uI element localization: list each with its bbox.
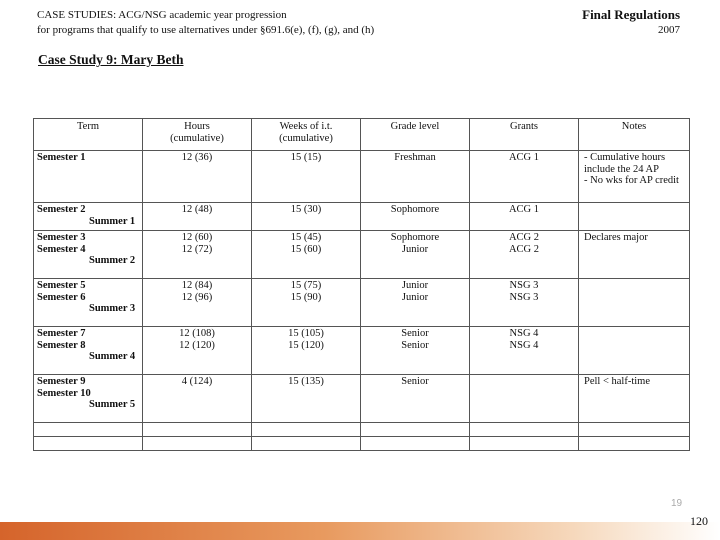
empty-cell bbox=[470, 423, 579, 437]
grade-cell-line: Junior bbox=[401, 280, 429, 291]
term-cell bbox=[34, 375, 143, 423]
semester-label: Semester 1 bbox=[37, 152, 86, 163]
grade-cell-line: Freshman bbox=[394, 152, 436, 163]
summer-label: Summer 3 bbox=[89, 303, 136, 314]
summer-label: Summer 5 bbox=[89, 399, 136, 410]
header-title: Final Regulations bbox=[582, 7, 680, 22]
weeks-cell bbox=[252, 203, 361, 231]
header-text: Weeks of i.t. bbox=[279, 121, 333, 132]
case-study-title: Case Study 9: Mary Beth bbox=[38, 52, 184, 67]
notes-cell bbox=[579, 375, 690, 423]
table-row bbox=[34, 375, 690, 423]
weeks-cell-line: 15 (105) bbox=[288, 328, 324, 339]
empty-cell bbox=[361, 437, 470, 451]
hours-cell bbox=[143, 327, 252, 375]
header-year: 2007 bbox=[658, 24, 680, 36]
case-study-table bbox=[33, 118, 690, 451]
grade-cell-line: Senior bbox=[401, 376, 429, 387]
term-cell bbox=[34, 279, 143, 327]
grants-cell bbox=[470, 203, 579, 231]
hours-cell-line: 12 (84) bbox=[181, 280, 213, 291]
note-line: Pell < half-time bbox=[584, 376, 650, 387]
weeks-cell-line: 15 (60) bbox=[290, 243, 322, 255]
header-text: Notes bbox=[621, 121, 647, 132]
table-row bbox=[34, 203, 690, 231]
semester-label: Semester 5 bbox=[37, 280, 86, 291]
grade-cell bbox=[361, 151, 470, 203]
weeks-cell bbox=[252, 327, 361, 375]
grade-cell-line: Sophomore bbox=[390, 204, 440, 215]
weeks-cell-line: 15 (90) bbox=[290, 291, 322, 303]
weeks-cell bbox=[252, 151, 361, 203]
table-body bbox=[34, 151, 690, 451]
empty-cell bbox=[470, 437, 579, 451]
slide-number: 19 bbox=[671, 498, 683, 509]
semester-label: Semester 3 bbox=[37, 232, 86, 243]
grants-cell-line: ACG 2 bbox=[508, 243, 540, 255]
grade-cell bbox=[361, 375, 470, 423]
weeks-cell-line: 15 (45) bbox=[290, 232, 322, 243]
weeks-cell-line: 15 (75) bbox=[290, 280, 322, 291]
grants-cell-line: NSG 4 bbox=[509, 328, 539, 339]
grade-cell bbox=[361, 327, 470, 375]
hours-cell-line: 12 (48) bbox=[181, 204, 213, 215]
grade-cell-line: Senior bbox=[401, 339, 429, 351]
grade-cell-line: Junior bbox=[401, 291, 429, 303]
hours-cell bbox=[143, 231, 252, 279]
weeks-cell bbox=[252, 231, 361, 279]
header-line-2: for programs that qualify to use alternatives under §691.6(e), (f), (g), and (h) bbox=[37, 24, 375, 36]
header-text: Term bbox=[76, 121, 99, 132]
header-text: (cumulative) bbox=[170, 132, 224, 144]
empty-cell bbox=[579, 423, 690, 437]
term-cell bbox=[34, 151, 143, 203]
hours-cell-line: 12 (72) bbox=[181, 243, 213, 255]
header-text: Grade level bbox=[390, 121, 440, 132]
header-text: Hours bbox=[184, 121, 210, 132]
grants-cell-line: ACG 2 bbox=[508, 232, 540, 243]
weeks-cell-line: 15 (120) bbox=[288, 339, 324, 351]
hours-cell bbox=[143, 375, 252, 423]
hours-cell bbox=[143, 279, 252, 327]
header-subtitle bbox=[37, 8, 374, 38]
weeks-cell-line: 15 (30) bbox=[290, 204, 322, 215]
hours-cell-line: 12 (120) bbox=[179, 339, 215, 351]
semester-label: Semester 2 bbox=[37, 204, 86, 215]
grade-cell-line: Sophomore bbox=[390, 232, 440, 243]
note-line: - No wks for AP credit bbox=[584, 175, 679, 186]
hours-cell bbox=[143, 151, 252, 203]
notes-cell bbox=[579, 327, 690, 375]
note-line: Declares major bbox=[584, 232, 648, 243]
col-header-grade bbox=[361, 119, 470, 151]
empty-cell bbox=[34, 423, 143, 437]
weeks-cell bbox=[252, 279, 361, 327]
notes-cell bbox=[579, 231, 690, 279]
term-cell bbox=[34, 203, 143, 231]
grants-cell-line: ACG 1 bbox=[508, 204, 540, 215]
notes-cell bbox=[579, 279, 690, 327]
empty-cell bbox=[34, 437, 143, 451]
header-title-block bbox=[582, 6, 680, 37]
col-header-notes bbox=[579, 119, 690, 151]
hours-cell-line: 12 (96) bbox=[181, 291, 213, 303]
summer-label: Summer 4 bbox=[89, 351, 136, 362]
grants-cell bbox=[470, 279, 579, 327]
empty-cell bbox=[252, 423, 361, 437]
table-header-row bbox=[34, 119, 690, 151]
hours-cell-line: 12 (60) bbox=[181, 232, 213, 243]
note-line: - Cumulative hours include the 24 AP bbox=[584, 152, 666, 175]
weeks-cell bbox=[252, 375, 361, 423]
grade-cell bbox=[361, 279, 470, 327]
empty-cell bbox=[361, 423, 470, 437]
semester-label: Semester 8 bbox=[37, 339, 86, 351]
col-header-hours bbox=[143, 119, 252, 151]
term-cell bbox=[34, 231, 143, 279]
col-header-weeks bbox=[252, 119, 361, 151]
empty-cell bbox=[143, 423, 252, 437]
grants-cell bbox=[470, 327, 579, 375]
empty-cell bbox=[579, 437, 690, 451]
grants-cell bbox=[470, 231, 579, 279]
table-row bbox=[34, 151, 690, 203]
semester-label: Semester 6 bbox=[37, 291, 86, 303]
grants-cell-line: NSG 3 bbox=[509, 280, 539, 291]
grade-cell bbox=[361, 203, 470, 231]
summer-label: Summer 2 bbox=[89, 255, 136, 266]
weeks-cell-line: 15 (15) bbox=[290, 152, 322, 163]
col-header-term bbox=[34, 119, 143, 151]
table-row bbox=[34, 327, 690, 375]
header-text: Grants bbox=[510, 121, 538, 132]
empty-row bbox=[34, 423, 690, 437]
grants-cell bbox=[470, 375, 579, 423]
empty-cell bbox=[143, 437, 252, 451]
grants-cell-line: NSG 4 bbox=[509, 339, 539, 351]
grants-cell-line: NSG 3 bbox=[509, 291, 539, 303]
summer-label: Summer 1 bbox=[89, 215, 136, 227]
semester-label: Semester 7 bbox=[37, 328, 86, 339]
notes-cell bbox=[579, 203, 690, 231]
table-row bbox=[34, 279, 690, 327]
semester-label: Semester 10 bbox=[37, 387, 91, 399]
grade-cell-line: Senior bbox=[401, 328, 429, 339]
weeks-cell-line: 15 (135) bbox=[288, 376, 324, 387]
term-cell bbox=[34, 327, 143, 375]
page-number: 120 bbox=[690, 514, 708, 528]
grade-cell bbox=[361, 231, 470, 279]
table-row bbox=[34, 231, 690, 279]
grade-cell-line: Junior bbox=[401, 243, 429, 255]
header-text: (cumulative) bbox=[279, 132, 333, 144]
notes-cell bbox=[579, 151, 690, 203]
grants-cell bbox=[470, 151, 579, 203]
semester-label: Semester 4 bbox=[37, 243, 86, 255]
empty-row bbox=[34, 437, 690, 451]
header-line-1: CASE STUDIES: ACG/NSG academic year progression bbox=[37, 9, 287, 21]
grants-cell-line: ACG 1 bbox=[508, 152, 540, 163]
hours-cell-line: 4 (124) bbox=[181, 376, 213, 387]
semester-label: Semester 9 bbox=[37, 376, 86, 387]
col-header-grants bbox=[470, 119, 579, 151]
empty-cell bbox=[252, 437, 361, 451]
bottom-bar bbox=[0, 522, 720, 540]
hours-cell-line: 12 (108) bbox=[179, 328, 215, 339]
hours-cell bbox=[143, 203, 252, 231]
hours-cell-line: 12 (36) bbox=[181, 152, 213, 163]
